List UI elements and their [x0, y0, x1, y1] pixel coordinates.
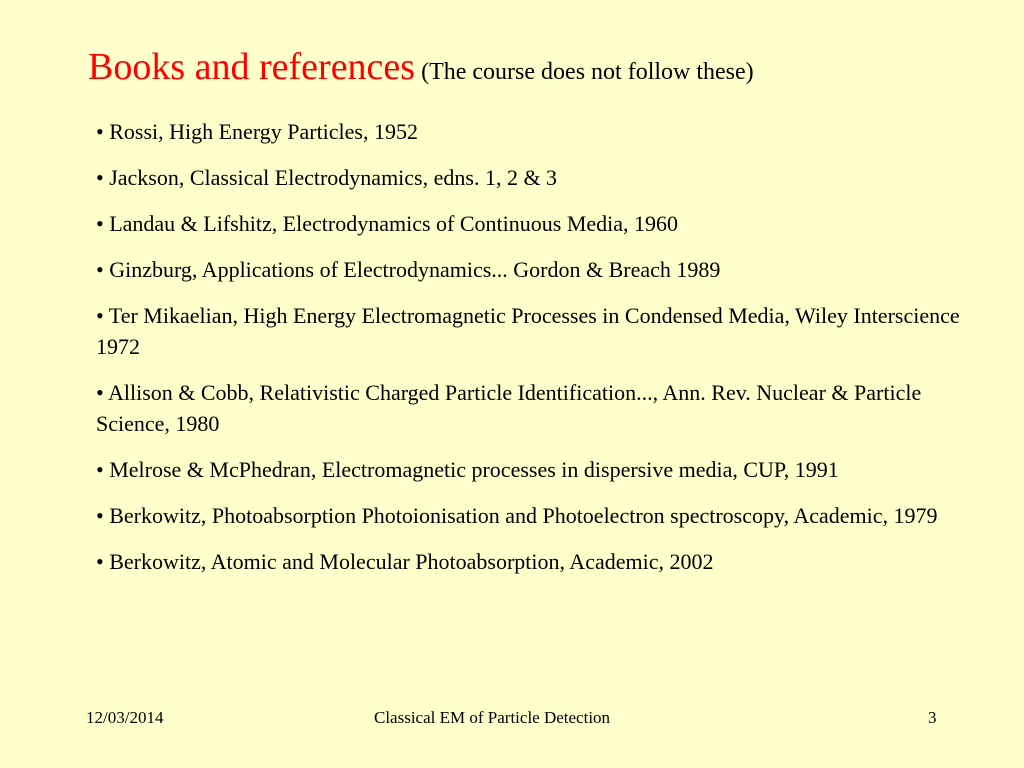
title-main: Books and references — [88, 46, 416, 88]
reference-item: • Rossi, High Energy Particles, 1952 — [96, 119, 418, 144]
reference-item: • Berkowitz, Photoabsorption Photoionisation and Photoelectron spectroscopy, Academic, 1979 — [96, 503, 938, 528]
footer-date: 12/03/2014 — [86, 708, 164, 727]
reference-item: • Landau & Lifshitz, Electrodynamics of Continuous Media, 1960 — [96, 211, 679, 236]
reference-item: • Melrose & McPhedran, Electromagnetic processes in dispersive media, CUP, 1991 — [96, 457, 839, 482]
slide-title — [88, 48, 754, 86]
title-subtitle: (The course does not follow these) — [421, 59, 754, 85]
reference-item: • Ginzburg, Applications of Electrodynamics... Gordon & Breach 1989 — [96, 257, 721, 282]
footer-title: Classical EM of Particle Detection — [374, 708, 611, 727]
reference-item: • Ter Mikaelian, High Energy Electromagnetic Processes in Condensed Media, Wiley Interscience 1972 — [96, 303, 960, 359]
reference-list — [96, 116, 976, 592]
reference-item: • Jackson, Classical Electrodynamics, edns. 1, 2 & 3 — [96, 165, 558, 190]
footer-page-number: 3 — [928, 708, 937, 727]
reference-item: • Allison & Cobb, Relativistic Charged Particle Identification..., Ann. Rev. Nuclear & Particle Science, 1980 — [96, 380, 922, 436]
reference-item: • Berkowitz, Atomic and Molecular Photoabsorption, Academic, 2002 — [96, 549, 714, 574]
